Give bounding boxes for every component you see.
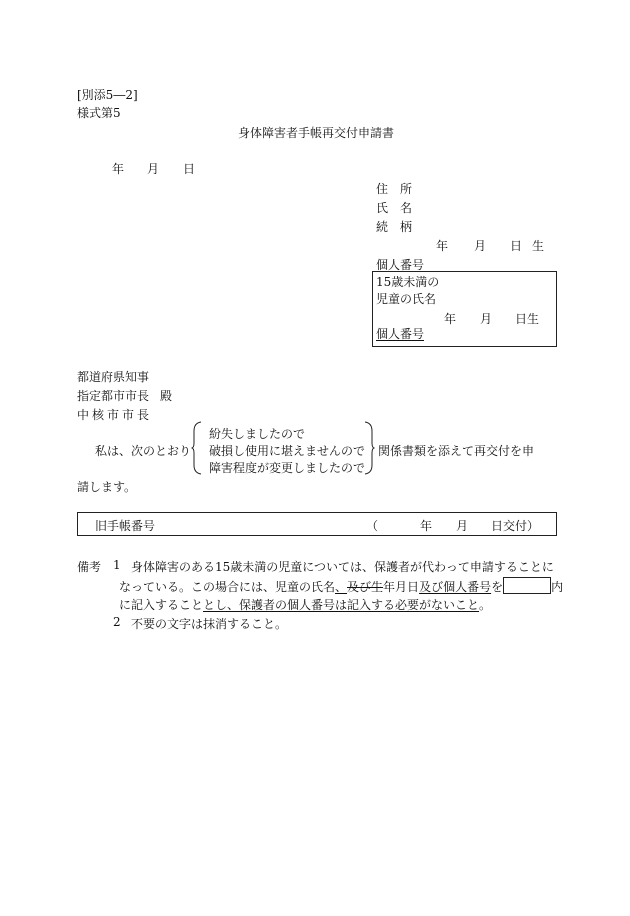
birth-day: 日 xyxy=(510,239,523,253)
birth-month: 月 xyxy=(474,239,487,253)
form-number: 様式第5 xyxy=(77,106,121,120)
body-prefix: 私は、次のとおり xyxy=(95,444,192,458)
child-box-line1: 15歳未満の xyxy=(376,275,440,289)
child-birth-month: 月 xyxy=(480,312,493,326)
note-1-line3-part-c: 。 xyxy=(479,598,492,612)
date-day: 日 xyxy=(183,162,196,176)
option-changed: 障害程度が変更しましたので xyxy=(209,461,366,475)
old-book-label: 旧手帳番号 xyxy=(95,519,156,533)
old-book-day-issued: 日交付） xyxy=(491,519,540,533)
note-1-inline-box xyxy=(503,577,551,594)
note-1-line2 xyxy=(119,577,563,595)
note-1-line2-part-f: を xyxy=(491,580,504,594)
name-label: 氏 名 xyxy=(376,201,413,215)
body-suffix: 関係書類を添えて再交付を申 xyxy=(378,444,535,458)
note-1-line3-part-b: とし、保護者の個人番号は記入する必要がないこと xyxy=(203,598,480,612)
addressee-prefecture: 都道府県知事 xyxy=(77,370,150,384)
note-1-line2-struck: 及び生 xyxy=(347,580,384,594)
birth-year: 年 xyxy=(436,239,449,253)
option-damaged: 破損し使用に堪えませんので xyxy=(209,444,366,458)
note-1-number: 1 xyxy=(113,558,121,572)
note-1-line2-part-a: なっている。この場合には、児童の氏名 xyxy=(119,580,336,594)
addressee-designated-city: 指定都市市長 xyxy=(77,389,150,403)
address-label: 住 所 xyxy=(376,182,413,196)
addressee-core-city: 中核市市長 xyxy=(77,408,153,422)
child-box-line2: 児童の氏名 xyxy=(376,292,437,306)
note-1-line2-part-e: 及び個人番号 xyxy=(419,580,492,594)
document-title: 身体障害者手帳再交付申請書 xyxy=(238,126,395,140)
note-1-line3-part-a: に記入すること xyxy=(119,598,204,612)
note-2-text: 不要の文字は抹消すること。 xyxy=(131,617,288,631)
my-number-label: 個人番号 xyxy=(376,258,425,272)
option-lost: 紛失しましたので xyxy=(209,427,306,441)
old-book-year: 年 xyxy=(420,519,433,533)
honorific: 殿 xyxy=(160,389,173,403)
date-year: 年 xyxy=(112,162,125,176)
note-1-line2-part-b: 、 xyxy=(335,580,348,594)
right-brace-icon xyxy=(363,421,375,475)
left-brace-icon xyxy=(191,421,203,475)
note-2-number: 2 xyxy=(113,615,121,629)
old-book-open-paren: （ xyxy=(366,519,379,533)
note-1-line2-part-g: 内 xyxy=(551,580,564,594)
child-my-number-label: 個人番号 xyxy=(376,327,425,341)
child-birth-day: 日生 xyxy=(515,312,540,326)
birth-suffix: 生 xyxy=(532,239,545,253)
notes-label: 備考 xyxy=(77,560,102,574)
attachment-label: [別添5―2] xyxy=(77,88,138,102)
child-birth-year: 年 xyxy=(444,312,457,326)
date-month: 月 xyxy=(147,162,160,176)
note-1-line3 xyxy=(119,596,491,613)
note-1-line1: 身体障害のある15歳未満の児童については、保護者が代わって申請することに xyxy=(131,560,554,574)
note-1-line2-part-d: 年月日 xyxy=(383,580,420,594)
old-book-month: 月 xyxy=(456,519,469,533)
body-continuation: 請します。 xyxy=(77,480,137,494)
relation-label: 続 柄 xyxy=(376,220,413,234)
